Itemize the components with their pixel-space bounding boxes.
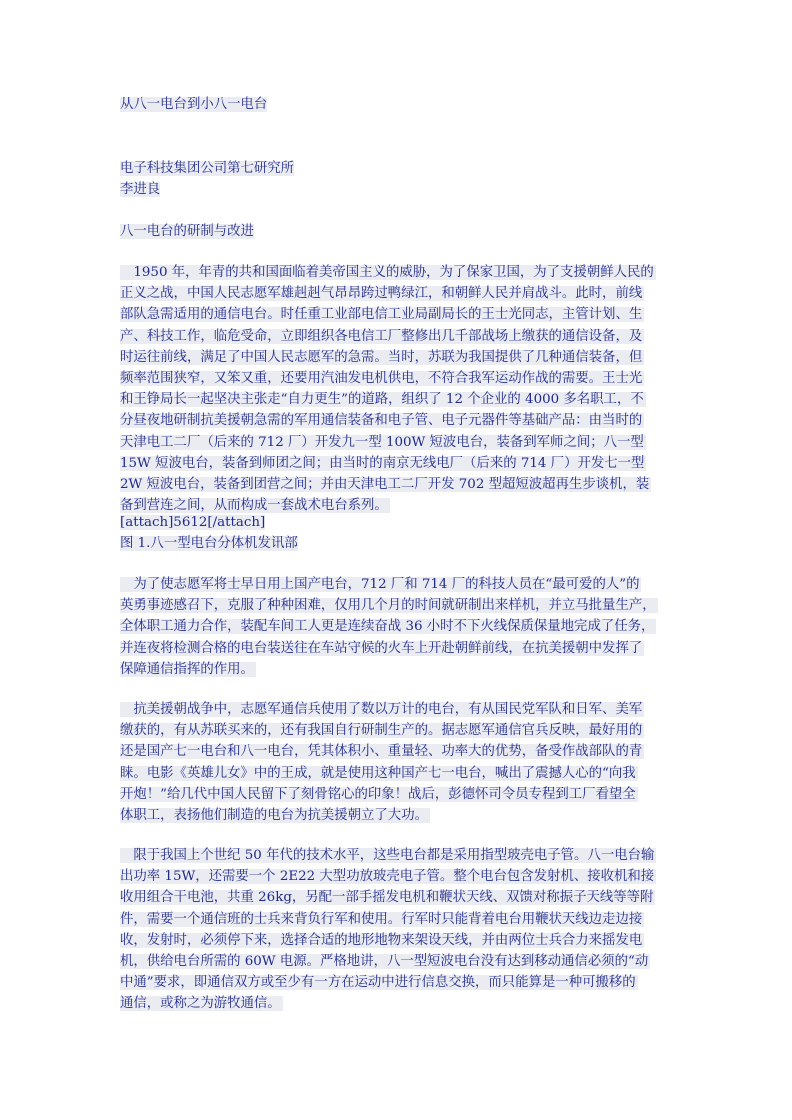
paragraph-line: 收，发射时，必须停下来，选择合适的地形地物来架设天线，并由两位士兵合力来摇发电 [120, 932, 643, 948]
paragraph-line: 并连夜将检测合格的电台装送往在车站守候的火车上开赴朝鲜前线，在抗美援朝中发挥了 [120, 640, 643, 656]
paragraph-line: 缴获的，有从苏联买来的，还有我国自行研制生产的。据志愿军通信官兵反映，最好用的 [120, 723, 643, 739]
paragraph-line: 保障通信指挥的作用。 [120, 661, 254, 677]
author-organization: 电子科技集团公司第七研究所 [120, 161, 295, 176]
paragraph-line: 为了使志愿军将士早日用上国产电台，712 厂和 714 厂的科技人员在“最可爱的人”的 [120, 577, 640, 592]
paragraph-line: 产、科技工作，临危受命，立即组织各电信工厂整修出几千部战场上缴获的通信设备，及 [120, 328, 643, 344]
paragraph-line: 通信，或称之为游牧通信。 [120, 996, 281, 1012]
paragraph-line: 英勇事迹感召下，克服了种种困难，仅用几个月的时间就研制出来样机，并立马批量生产， [120, 598, 656, 614]
document-title: 从八一电台到小八一电台 [120, 97, 268, 112]
paragraph-line: 件，需要一个通信班的士兵来背负行军和使用。行军时只能背着电台用鞭状天线边走边接 [120, 911, 643, 927]
paragraph-line: 睐。电影《英雄儿女》中的王成，就是使用这种国产七一电台，喊出了震撼人心的“向我 [120, 765, 636, 781]
figure-caption: 图 1.八一型电台分体机发讯部 [120, 536, 298, 551]
paragraph-line: 体职工，表扬他们制造的电台为抗美援朝立了大功。 [120, 808, 428, 824]
paragraph-line: 还是国产七一电台和八一电台，凭其体积小、重量轻、功率大的优势，备受作战部队的青 [120, 744, 643, 760]
paragraph-4 [120, 845, 680, 1015]
paragraph-line: 出功率 15W，还需要一个 2E22 大型功放玻壳电子管。整个电台包含发射机、接收机和接 [120, 869, 655, 885]
paragraph-1 [120, 262, 680, 516]
paragraph-line: 和王铮局长一起坚决主张走“自力更生”的道路，组织了 12 个企业的 4000 多名职工，不 [120, 392, 644, 408]
paragraph-line: 机，供给电台所需的 60W 电源。严格地讲，八一型短波电台没有达到移动通信必须的“动 [120, 954, 649, 970]
paragraph-line: 天津电工二厂（后来的 712 厂）开发九一型 100W 短波电台，装备到军师之间；八一型 [120, 434, 644, 450]
author-name: 李进良 [120, 182, 161, 197]
paragraph-line: 时运往前线，满足了中国人民志愿军的急需。当时，苏联为我国提供了几种通信装备，但 [120, 349, 643, 365]
paragraph-3 [120, 699, 680, 826]
paragraph-line: 2W 短波电台，装备到团营之间；并由天津电工二厂开发 702 型超短波超再生步谈机，装 [120, 477, 650, 493]
paragraph-line: 限于我国上个世纪 50 年代的技术水平，这些电台都是采用指型玻壳电子管。八一电台输 [120, 848, 655, 863]
section-heading: 八一电台的研制与改进 [120, 224, 254, 239]
paragraph-2 [120, 574, 680, 680]
paragraph-line: 分昼夜地研制抗美援朝急需的军用通信装备和电子管、电子元器件等基础产品：由当时的 [120, 413, 643, 429]
paragraph-line: 正义之战，中国人民志愿军雄赳赳气昂昂跨过鸭绿江，和朝鲜人民并肩战斗。此时，前线 [120, 286, 643, 302]
paragraph-line: 备到营连之间，从而构成一套战术电台系列。 [120, 498, 388, 514]
paragraph-line: 部队急需适用的通信电台。时任重工业部电信工业局副局长的王士光同志，主管计划、生 [120, 307, 643, 323]
paragraph-line: 抗美援朝战争中，志愿军通信兵使用了数以万计的电台，有从国民党军队和日军、美军 [120, 702, 643, 717]
paragraph-line: 收用组合干电池，共重 26kg，另配一部手摇发电机和鞭状天线、双馈对称振子天线等等附 [120, 890, 654, 906]
paragraph-line: 15W 短波电台，装备到师团之间；由当时的南京无线电厂（后来的 714 厂）开发七一型 [120, 455, 645, 471]
paragraph-line: 开炮！”给几代中国人民留下了刻骨铭心的印象！战后，彭德怀司令员专程到工厂看望全 [120, 786, 636, 802]
attachment-tag: [attach]5612[/attach] [120, 515, 266, 530]
paragraph-line: 1950 年，年青的共和国面临着美帝国主义的威胁，为了保家卫国，为了支援朝鲜人民的 [120, 265, 654, 280]
paragraph-line: 中通”要求，即通信双方或至少有一方在运动中进行信息交换，而只能算是一种可搬移的 [120, 975, 636, 991]
paragraph-line: 频率范围狭窄，又笨又重，还要用汽油发电机供电，不符合我军运动作战的需要。王士光 [120, 371, 643, 387]
paragraph-line: 全体职工通力合作，装配车间工人更是连续奋战 36 小时不下火线保质保量地完成了任务， [120, 619, 655, 635]
